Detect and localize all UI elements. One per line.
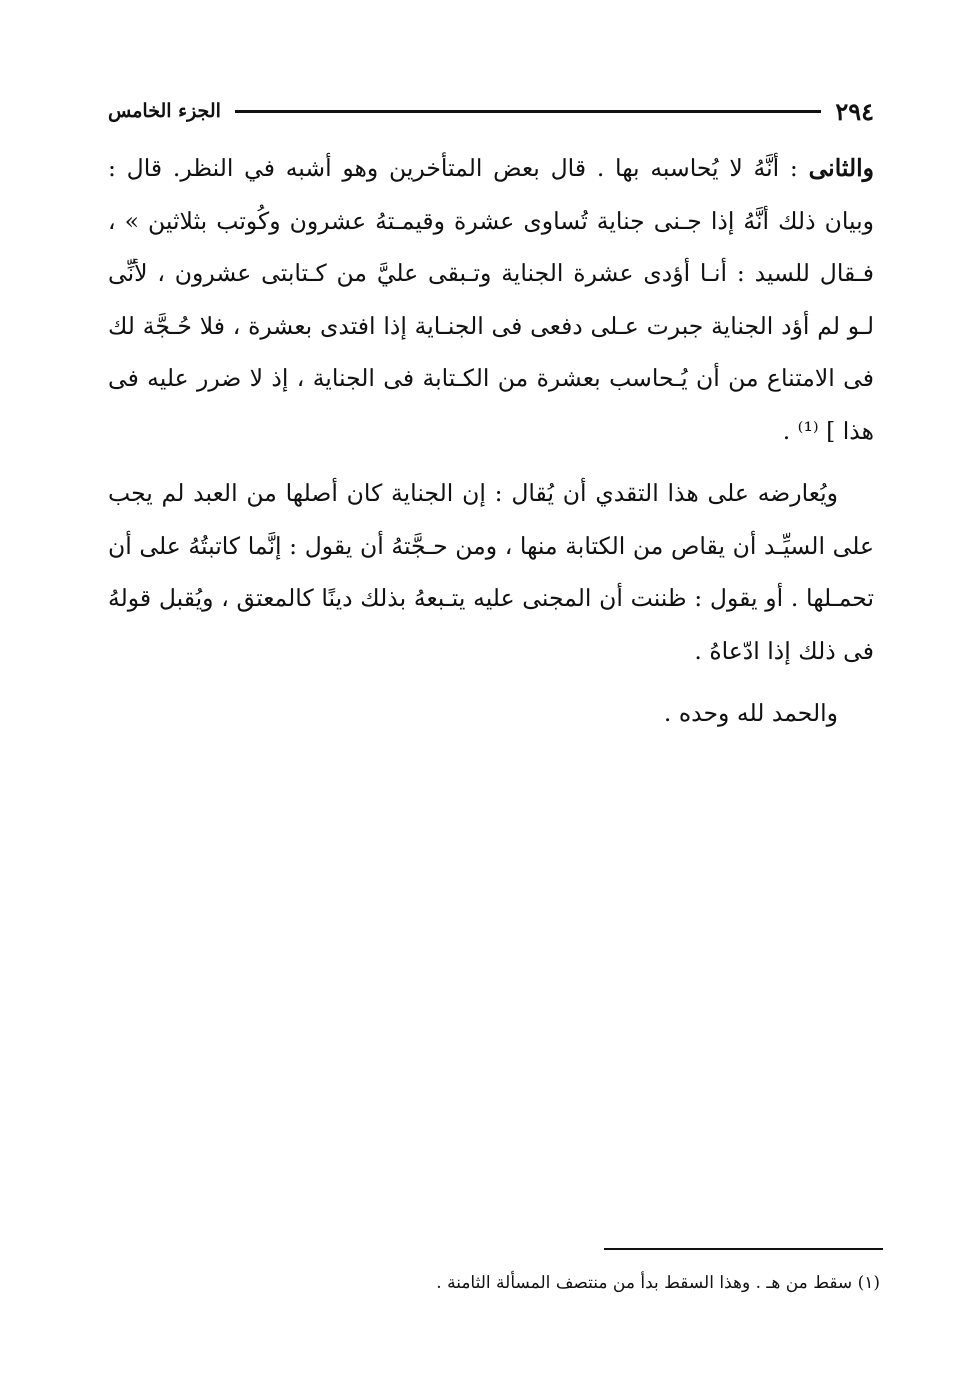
paragraph-2-text: ويُعارضه على هذا التقدي أن يُقال : إن الجناية كان أصلها من العبد لم يجب على السيِّـد أن يقاص من الكتابة منها ، ومن حـجَّتهُ أن يقول : إنَّما كاتبتُهُ على أن تحمـلها . أو يقول : ظننت أن المجنى عليه يتـبعهُ بذلك دينًا كالمعتق ، ويُقبل قولهُ فى ذلك إذا ادّعاهُ . <box>108 479 874 665</box>
paragraph-1-text: : أنَّهُ لا يُحاسبه بها . قال بعض المتأخرين وهو أشبه في النظر. قال : وبيان ذلك أنَّهُ إذا جـنى جناية تُساوى عشرة وقيمـتهُ عشرون وكُوتب بثلاثين » ، فـقال للسيد : أنـا أؤدى عشرة الجناية وتـبقى عليَّ من كـتابتى عشرون ، لأنِّى لـو لم أؤد الجناية جبرت عـلى دفعى فى الجنـاية إذا افتدى بعشرة ، فلا حُـجَّة لك فى الامتناع من أن يُـحاسب بعشرة من الكـتابة فى الجناية ، إذ لا ضرر عليه فى هذا ] ⁽¹⁾ . <box>108 154 874 445</box>
closing-line <box>108 687 874 740</box>
page-header <box>108 94 874 128</box>
paragraph-2 <box>108 467 874 677</box>
page-number: ٢٩٤ <box>835 96 874 126</box>
header-rule <box>235 110 821 113</box>
running-head: الجزء الخامس <box>108 100 221 122</box>
paragraph-1 <box>108 142 874 457</box>
paragraph-lead-word: والثانى <box>808 154 874 182</box>
footnote-rule <box>604 1248 883 1250</box>
closing-line-text: والحمد لله وحده . <box>663 699 838 727</box>
footnote: (١) سقط من هـ . وهذا السقط بدأ من منتصف المسألة الثامنة . <box>436 1273 880 1293</box>
main-text <box>108 142 874 750</box>
